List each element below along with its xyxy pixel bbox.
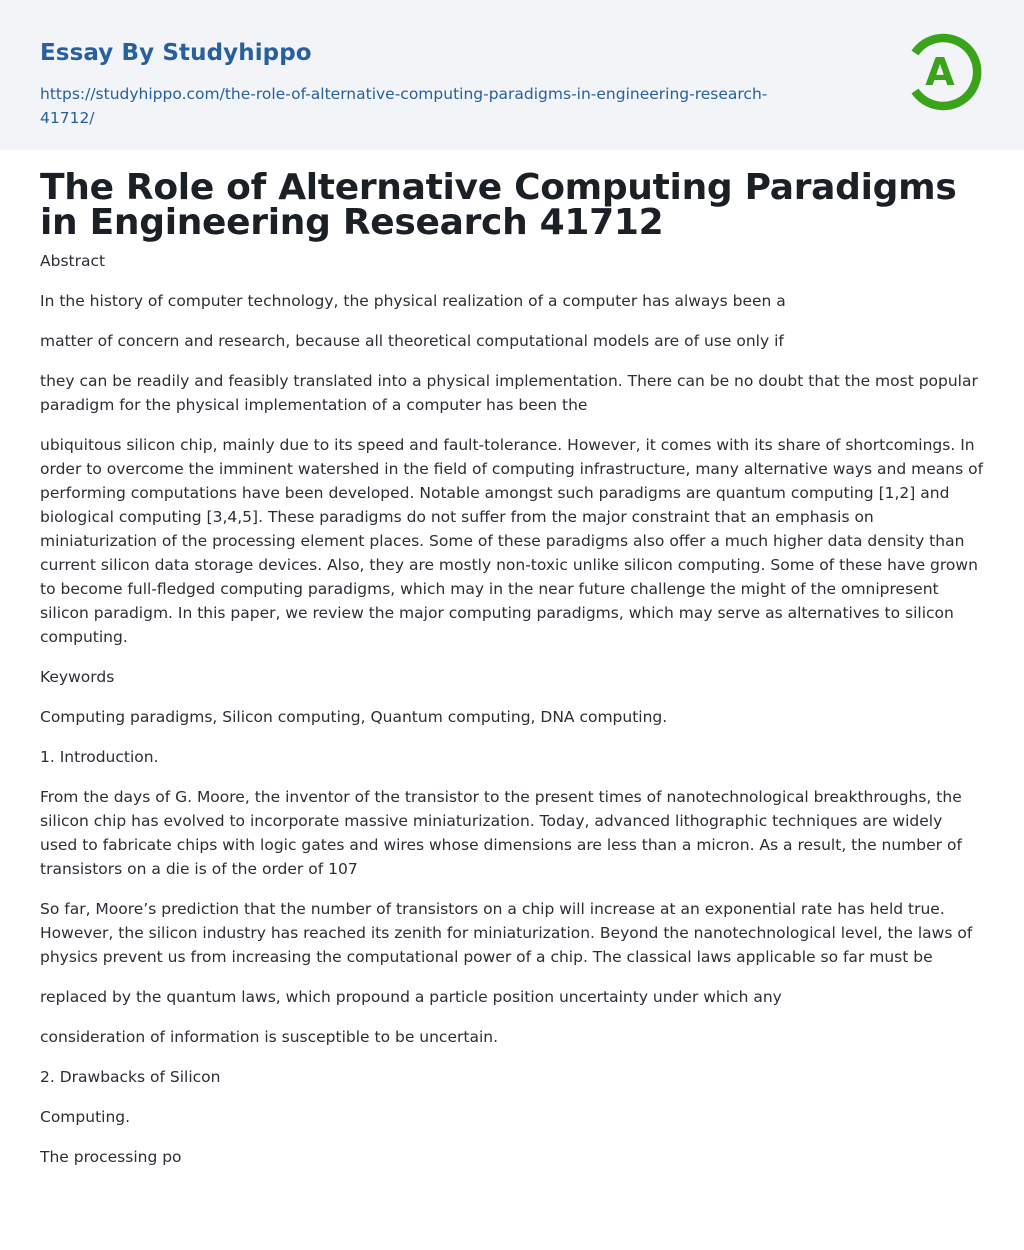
- paragraph: replaced by the quantum laws, which propound a particle position uncertainty under which any: [40, 988, 782, 1006]
- logo-letter: A: [925, 50, 955, 94]
- essay-title: The Role of Alternative Computing Paradigms in Engineering Research 41712: [40, 167, 957, 243]
- paragraph: they can be readily and feasibly translated into a physical implementation. There can be no doubt that the most popular paradigm for the physical implementation of a computer has been the: [40, 372, 978, 414]
- paragraph: matter of concern and research, because all theoretical computational models are of use only if: [40, 332, 784, 350]
- paragraph: From the days of G. Moore, the inventor of the transistor to the present times of nanotechnological breakthroughs, the silicon chip has evolved to incorporate massive miniaturization. Today, advanced lithographic techniques are widely used to fabricate chips with logic gates and wires whose dimensions are less than a micron. As a result, the number of transistors on a die is of the order of 107: [40, 788, 962, 878]
- paragraph: The processing po: [40, 1148, 182, 1166]
- essay-url-link[interactable]: https://studyhippo.com/the-role-of-alternative-computing-paradigms-in-engineering-research-41712/: [40, 85, 768, 127]
- essay-content: [40, 167, 984, 1169]
- section-heading-abstract: Abstract: [40, 252, 106, 270]
- paragraph: ubiquitous silicon chip, mainly due to its speed and fault-tolerance. However, it comes with its share of shortcomings. In order to overcome the imminent watershed in the field of computing infrastructure, many alternative ways and means of performing computations have been developed. Notable amongst such paradigms are quantum computing [1,2] and biological computing [3,4,5]. These paradigms do not suffer from the major constraint that an emphasis on miniaturization of the processing element places. Some of these paradigms also offer a much higher data density than current silicon data storage devices. Also, they are mostly non-toxic unlike silicon computing. Some of these have grown to become full-fledged computing paradigms, which may in the near future challenge the might of the omnipresent silicon paradigm. In this paper, we review the major computing paradigms, which may serve as alternatives to silicon computing.: [40, 436, 984, 646]
- section-heading-introduction: 1. Introduction.: [40, 748, 159, 766]
- studyhippo-logo-icon[interactable]: [906, 28, 988, 116]
- paragraph: Computing.: [40, 1108, 131, 1126]
- site-header: [0, 0, 1024, 150]
- keywords-list: Computing paradigms, Silicon computing, Quantum computing, DNA computing.: [40, 708, 668, 726]
- site-brand[interactable]: Essay By Studyhippo: [40, 40, 312, 66]
- paragraph: In the history of computer technology, the physical realization of a computer has always been a: [40, 292, 786, 310]
- section-heading-keywords: Keywords: [40, 668, 115, 686]
- paragraph: So far, Moore’s prediction that the number of transistors on a chip will increase at an exponential rate has held true. However, the silicon industry has reached its zenith for miniaturization. Beyond the nanotechnological level, the laws of physics prevent us from increasing the computational power of a chip. The classical laws applicable so far must be: [40, 900, 973, 966]
- section-heading-drawbacks: 2. Drawbacks of Silicon: [40, 1068, 221, 1086]
- paragraph: consideration of information is susceptible to be uncertain.: [40, 1028, 498, 1046]
